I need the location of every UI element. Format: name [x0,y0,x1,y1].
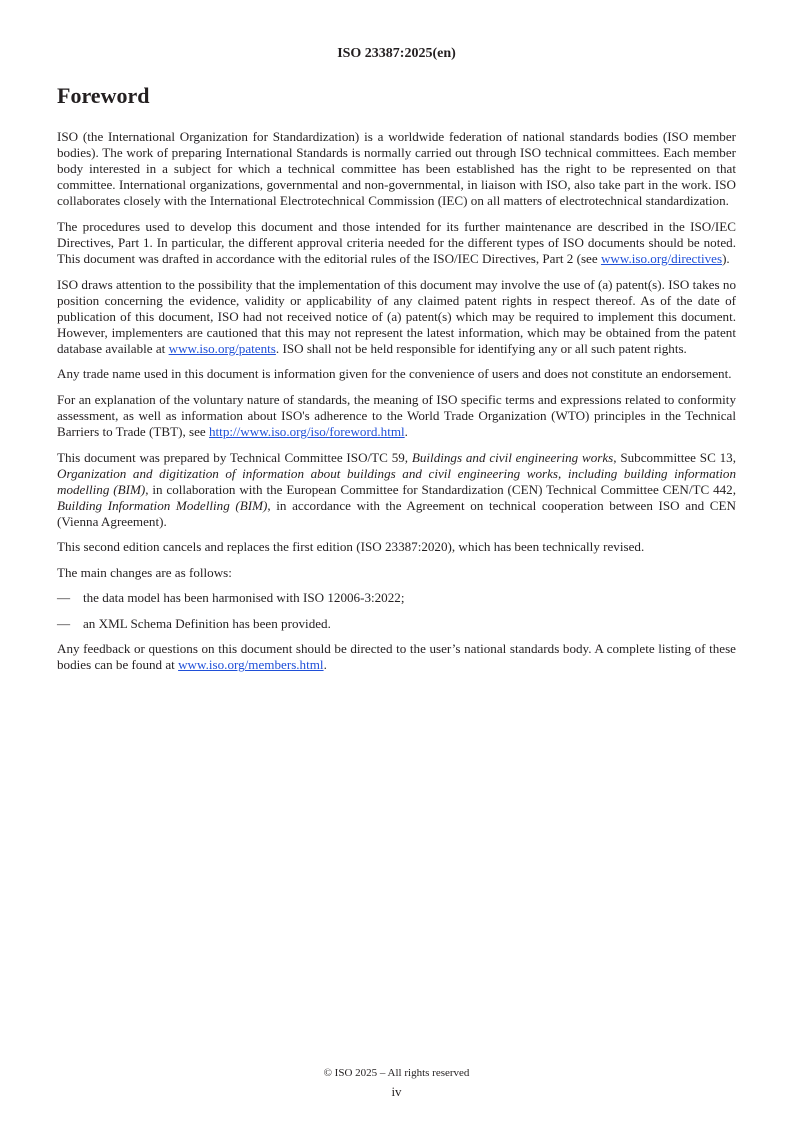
foreword-link[interactable]: http://www.iso.org/iso/foreword.html [209,424,405,440]
paragraph-text: ISO draws attention to the possibility that the implementation of this document may involve the use of (a) patent(s). ISO takes no position concerning the evidence, validity or applicability of any claimed patent rights in respect thereof. As of the date of publication of this document, ISO had not received notice of (a) patent(s) which may be required to implement this document. However, implementers are cautioned that this may not represent the latest information, which may be obtained from the patent database available at [57,276,736,356]
members-link[interactable]: www.iso.org/members.html [178,657,324,673]
subcommittee-title: Organization and digitization of information about buildings and civil engineering works, including building information modelling (BIM) [57,465,736,497]
list-item-text: an XML Schema Definition has been provided. [83,615,331,631]
foreword-body [57,129,736,683]
paragraph-text: , in accordance with the Agreement on technical cooperation between ISO and CEN (Vienna Agreement). [57,497,736,529]
paragraph-procedures [57,219,736,267]
paragraph-text: ). [722,251,730,267]
paragraph-trade-name: Any trade name used in this document is information given for the convenience of users and does not constitute an endorsement. [57,366,732,382]
copyright-footer: © ISO 2025 – All rights reserved [323,1067,470,1079]
paragraph-text: This document was prepared by Technical Committee ISO/TC 59, [57,449,412,465]
paragraph-text: . [323,657,327,673]
page-number: iv [391,1084,402,1099]
dash-bullet: — [57,590,71,606]
paragraph-text: , in collaboration with the European Committee for Standardization (CEN) Technical Committee CEN/TC 442, [145,481,736,497]
committee-title: Buildings and civil engineering works [411,449,614,465]
paragraph-iso-intro: ISO (the International Organization for Standardization) is a worldwide federation of national standards bodies (ISO member bodies). The work of preparing International Standards is normally carried out through ISO technical committees. Each member body interested in a subject for which a technical committee has been established has the right to be represented on that committee. International organizations, governmental and non-governmental, in liaison with ISO, also take part in the work. ISO collaborates closely with the International Electrotechnical Commission (IEC) on all matters of electrotechnical standardization. [57,129,736,209]
paragraph-text: , Subcommittee SC 13, [613,449,736,465]
paragraph-text: The procedures used to develop this document and those intended for its further maintenance are described in the ISO/IEC Directives, Part 1. In particular, the different approval criteria needed for the different types of ISO documents should be noted. This document was drafted in accordance with the editorial rules of the ISO/IEC Directives, Part 2 (see [57,218,736,267]
cen-committee-title: Building Information Modelling (BIM) [57,497,268,513]
list-item [57,616,736,632]
paragraph-text: . ISO shall not be held responsible for identifying any or all such patent rights. [275,340,687,356]
paragraph-edition: This second edition cancels and replaces the first edition (ISO 23387:2020), which has been technically revised. [57,539,645,555]
section-title: Foreword [57,83,150,108]
patents-link[interactable]: www.iso.org/patents [168,340,276,356]
paragraph-patents [57,277,736,357]
list-item-text: the data model has been harmonised with ISO 12006-3:2022; [83,590,405,606]
paragraph-text: Any feedback or questions on this document should be directed to the user’s national standards body. A complete listing of these bodies can be found at [57,641,736,673]
paragraph-main-changes: The main changes are as follows: [57,564,232,580]
dash-bullet: — [57,615,71,631]
directives-link[interactable]: www.iso.org/directives [600,251,723,267]
list-item [57,590,736,606]
document-header: ISO 23387:2025(en) [337,46,456,61]
paragraph-text: . [404,424,408,440]
paragraph-prepared-by [57,450,736,530]
paragraph-text: For an explanation of the voluntary nature of standards, the meaning of ISO specific terms and expressions related to conformity assessment, as well as information about ISO's adherence to the World Trade Organization (WTO) principles in the Technical Barriers to Trade (TBT), see [57,391,736,440]
paragraph-feedback [57,641,736,673]
paragraph-voluntary-nature [57,392,736,440]
